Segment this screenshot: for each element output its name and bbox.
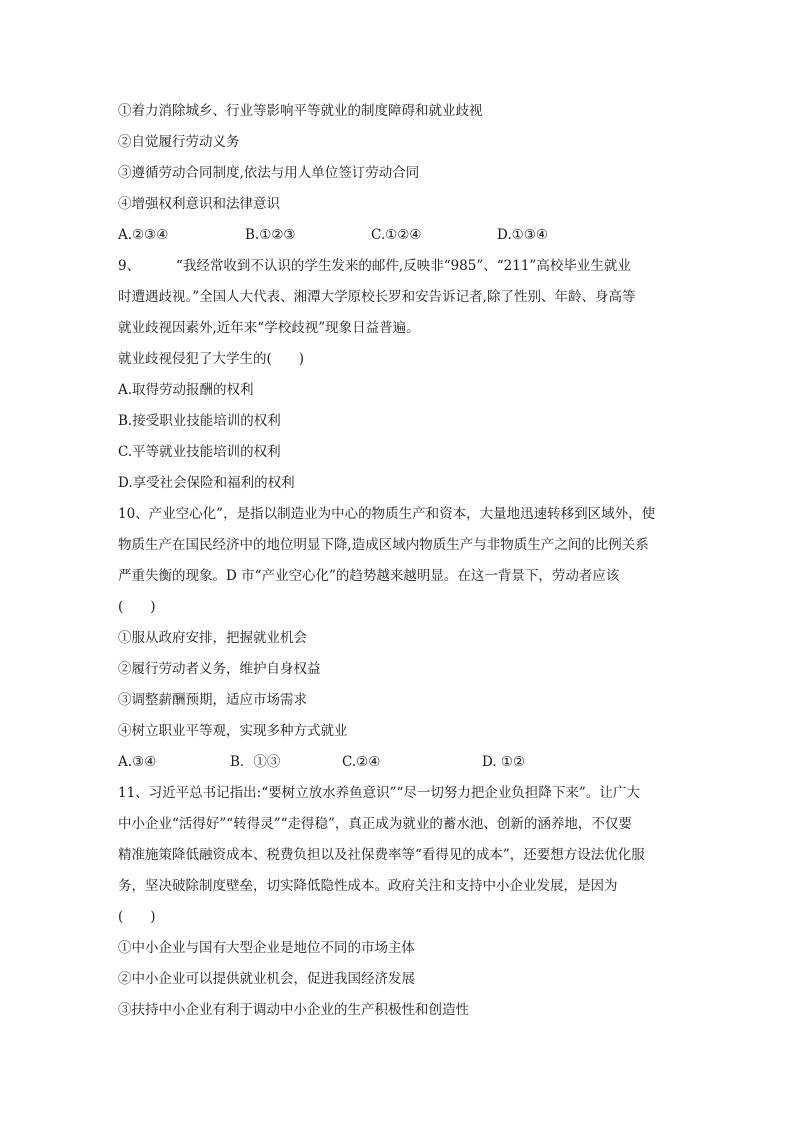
q8-options <box>118 220 678 251</box>
q9-stem-line-2: 时遭遇歧视。”全国人大代表、湘潭大学原校长罗和安告诉记者,除了性别、年龄、身高等 <box>118 289 636 305</box>
q9-stem-text-1: “我经常收到不认识的学生发来的邮件,反映非“985”、“211”高校毕业生就业 <box>176 258 631 274</box>
q10-options <box>118 747 678 778</box>
q8-option-d: D.①③④ <box>497 227 548 243</box>
q11-item-2: ②中小企业可以提供就业机会，促进我国经济发展 <box>118 971 415 987</box>
q9-stem-line-3: 就业歧视因素外,近年来“学校歧视”现象日益普遍。 <box>118 320 420 336</box>
q9-number: 9、 <box>118 258 141 274</box>
q10-option-d: D. ①② <box>482 754 526 770</box>
q8-option-a: A.②③④ <box>118 227 169 243</box>
q10-stem-line-3: 严重失衡的现象。D 市“产业空心化”的趋势越来越明显。在这一背景下，劳动者应该 <box>118 568 620 584</box>
q8-item-3: ③遵循劳动合同制度,依法与用人单位签订劳动合同 <box>118 165 420 181</box>
exam-page <box>118 96 678 1026</box>
q8-item-4: ④增强权利意识和法律意识 <box>118 196 280 212</box>
q11-item-3: ③扶持中小企业有利于调动中小企业的生产积极性和创造性 <box>118 1002 469 1018</box>
q9-option-c: C.平等就业技能培训的权利 <box>118 444 281 460</box>
q11-stem-line-3: 精准施策降低融资成本、税费负担以及社保费率等“看得见的成本”，还要想方设法优化服 <box>118 847 645 863</box>
q10-item-1: ①服从政府安排，把握就业机会 <box>118 630 307 646</box>
q10-item-2: ②履行劳动者义务，维护自身权益 <box>118 661 321 677</box>
q10-option-a: A.③④ <box>118 754 157 770</box>
q10-option-b: B．①③ <box>230 754 281 770</box>
q11-stem-line-4: 务，坚决破除制度壁垒，切实降低隐性成本。政府关注和支持中小企业发展，是因为 <box>118 878 618 894</box>
q10-option-c: C.②④ <box>342 754 381 770</box>
q11-stem-line-2: 中小企业“活得好”“转得灵”“走得稳”，真正成为就业的蓄水池、创新的涵养地，不仅要 <box>118 816 632 832</box>
q11-item-1: ①中小企业与国有大型企业是地位不同的市场主体 <box>118 940 415 956</box>
q10-stem-line-2: 物质生产在国民经济中的地位明显下降,造成区域内物质生产与非物质生产之间的比例关系 <box>118 537 649 553</box>
q10-item-4: ④树立职业平等观，实现多种方式就业 <box>118 723 348 739</box>
q9-stem-line-4: 就业歧视侵犯了大学生的( ) <box>118 351 305 367</box>
q8-item-1: ①着力消除城乡、行业等影响平等就业的制度障碍和就业歧视 <box>118 103 483 119</box>
q11-stem-line-1: 11、习近平总书记指出:“要树立放水养鱼意识”“尽一切努力把企业负担降下来”。让广大 <box>118 785 640 801</box>
q8-option-c: C.①②④ <box>371 227 422 243</box>
q9-option-a: A.取得劳动报酬的权利 <box>118 382 254 398</box>
q8-item-2: ②自觉履行劳动义务 <box>118 134 240 150</box>
q9-stem-line-1 <box>118 251 678 282</box>
q8-option-b: B.①②③ <box>245 227 296 243</box>
q10-item-3: ③调整薪酬预期，适应市场需求 <box>118 692 307 708</box>
q9-option-b: B.接受职业技能培训的权利 <box>118 413 281 429</box>
q10-stem-line-4: ( ) <box>118 599 156 615</box>
q11-stem-line-5: ( ) <box>118 909 156 925</box>
q10-stem-line-1: 10、产业空心化”，是指以制造业为中心的物质生产和资本，大量地迅速转移到区域外，使 <box>118 506 656 522</box>
q9-option-d: D.享受社会保险和福利的权利 <box>118 475 295 491</box>
